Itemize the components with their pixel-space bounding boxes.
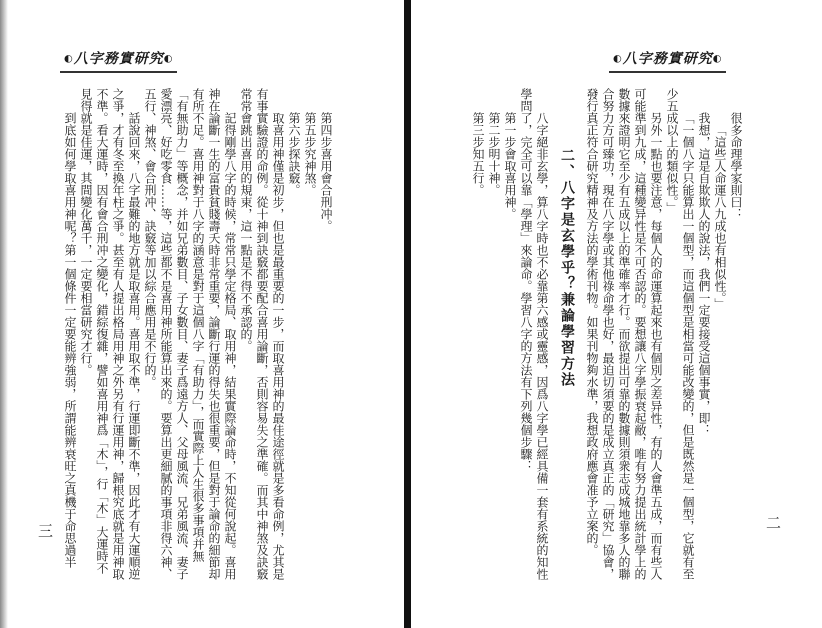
text-column: 很多命理學家則曰：	[729, 112, 743, 220]
running-header	[60, 48, 177, 73]
header-title: 八字務實研究	[622, 51, 713, 67]
header-title: 八字務實研究	[73, 51, 164, 67]
text-column: 愛漂亮、好吃零食……等，這些都不是喜用神所能算出來的。要算出更細膩的事項非得六神、	[159, 88, 173, 580]
text-column: 另外一點也要注意，每個人的命運算起來也有個別之差异性，有的人會準五成，而有些人	[649, 112, 663, 580]
text-column: 發行真正符合研究精神及方法的學術刊物。如果刊物夠水準，我想政府應會准予立案的。	[585, 88, 599, 556]
step-line: 第五步究神煞。	[303, 112, 317, 196]
quote-column: 「一個八字只能算出一個型，而這個型是相當可能改變的，但是既然是一個型，它就有至	[681, 112, 695, 580]
step-line: 第二步明十神。	[487, 112, 501, 196]
text-column: 學問了，完全可以靠「學理」來論命。學習八字的方法有下列幾個步驟：	[519, 88, 533, 472]
ornament-icon: ◐	[712, 53, 723, 65]
ornament-icon: ◐	[64, 53, 74, 65]
step-line: 第一步會取喜用神。	[503, 112, 517, 220]
scan-edge-shadow	[0, 0, 8, 628]
text-column: 可能準到九成，這種變异性是不可否認的。要想讓八字學振衰起敝，唯有努力提出統計學上的	[633, 88, 647, 580]
text-column: 到底如何學取喜用神呢？第一個條件一定要能辨強弱，所謂能辨衰旺之真機于命思過半	[63, 112, 77, 568]
step-line: 第四步喜用會合刑冲。	[319, 112, 333, 232]
text-column: 八字絕非玄學，算八字時也不必靠第六感或靈感，因爲八字學已經具備一套有系統的知性	[535, 112, 549, 580]
text-column: 合努力方可臻功，現在八字學或其他祿命學也好，最迫切須要的是成立真正的「研究」協會，	[601, 88, 615, 580]
text-column: 不準。看大運時，因有會合刑冲之變化，錯綜復雜，譬如喜用神爲「木」，行「木」大運時不	[95, 88, 109, 574]
text-column: 話說回來，八字最難的地方就是取喜用。喜用取不準，行運即斷不準，因此才有大運順逆	[127, 112, 141, 580]
text-column: 神在論斷一生的富貴貧賤壽夭時非常重要，論斷行運的得失也很重要，但是對于論命的細節却	[207, 88, 221, 580]
running-header	[609, 48, 726, 73]
text-column: 常常會跳出喜用的規束，這一點是不得不承認的。	[239, 88, 253, 352]
text-column: 數據來證明它至少有五成以上的準確率才行。而欲提出可靠的數據則須衆志成城地靠多人的聯	[617, 88, 631, 580]
body-text	[62, 88, 334, 580]
quote-column: 少五成以上的類似性。」	[665, 88, 679, 214]
text-column: 「有無助力」等概念，并如兄弟數目、子女數目、妻子爲遠方人、父母風流、兄弟風流、妻子	[175, 88, 189, 580]
text-column: 有事實驗證的命例。從十神到訣竅都要配合喜用論斷，否則容易失之準確。而其中神煞及訣竅	[255, 88, 269, 580]
quote-column: 「這些人命運八九成也有相似性。」	[713, 124, 727, 310]
text-column: 有所不足。喜用神對于八字的涵意是對于這個八字「有助力」，而實際上人生很多事項并無	[191, 88, 205, 562]
body-text	[470, 88, 744, 580]
step-line: 第六步探訣竅。	[287, 112, 301, 196]
section-heading: 二、八字是玄學乎？兼論學習方法	[559, 148, 575, 388]
text-column: 見得就是佳運，其間變化萬千，一定要相當研究才行。	[79, 88, 93, 376]
step-line: 第三步知五行。	[471, 112, 485, 196]
ornament-icon: ◐	[163, 53, 174, 65]
text-column: 記得剛學八字的時候，常常只學定格局、取用神，結果實際論命時，不知從何說起。喜用	[223, 112, 237, 580]
book-spine	[404, 0, 411, 628]
left-page	[8, 0, 404, 628]
ornament-icon: ◐	[613, 53, 623, 65]
text-column: 取喜用神僅是初步，但也是最重要的一步，而取喜用神的最佳途徑就是多看命例，尤其是	[271, 112, 285, 580]
text-column: 之爭，才有冬至換年柱之爭。甚至有人提出格局用神之外另有行運用神，歸根究底就是用神取	[111, 88, 125, 580]
right-page	[411, 0, 822, 628]
text-column: 五行、神煞、會合刑冲、訣竅等加以綜合應用是不行的。	[143, 88, 157, 388]
text-column: 我想，這是自欺欺人的說法，我們一定要接受這個事實，即：	[697, 112, 711, 436]
page-number: 三	[38, 522, 54, 540]
page-number: 二	[766, 514, 782, 532]
